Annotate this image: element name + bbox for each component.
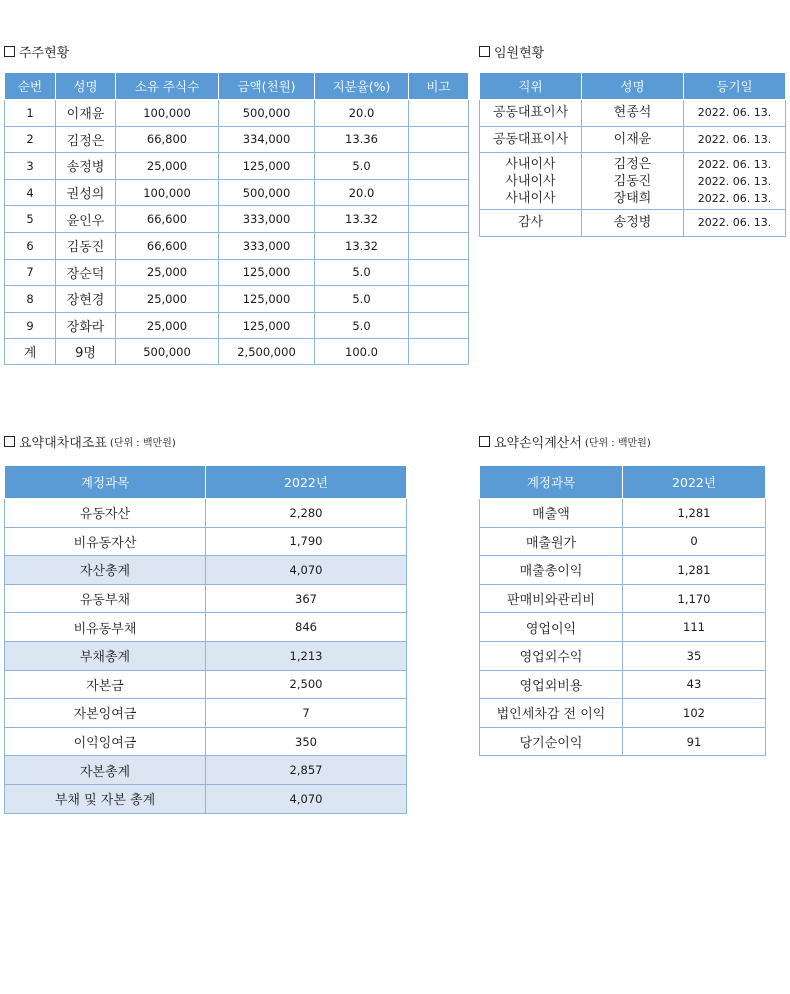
table-cell: 7 bbox=[5, 259, 56, 286]
total-cell: 계 bbox=[5, 339, 56, 365]
table-cell: 100,000 bbox=[116, 100, 219, 127]
table-cell: 김정은 bbox=[56, 126, 116, 153]
table-cell: 66,600 bbox=[116, 206, 219, 233]
column-header: 지분율(%) bbox=[315, 73, 409, 100]
table-cell: 125,000 bbox=[219, 153, 315, 180]
column-header: 계정과목 bbox=[480, 466, 623, 499]
table-cell bbox=[582, 210, 684, 237]
table-cell bbox=[684, 153, 786, 210]
table-row bbox=[5, 727, 407, 756]
table-row bbox=[5, 100, 469, 127]
table-cell: 8 bbox=[5, 286, 56, 313]
table-cell: 25,000 bbox=[116, 312, 219, 339]
table-cell: 13.32 bbox=[315, 206, 409, 233]
table-cell bbox=[480, 210, 582, 237]
table-cell: 이재윤 bbox=[56, 100, 116, 127]
table-row bbox=[480, 527, 766, 556]
position-text: 공동대표이사 bbox=[492, 131, 569, 147]
date-text: 2022. 06. 13. bbox=[697, 106, 772, 120]
total-cell: 2,500,000 bbox=[219, 339, 315, 365]
total-cell bbox=[409, 339, 469, 365]
table-cell bbox=[409, 153, 469, 180]
column-header: 순번 bbox=[5, 73, 56, 100]
table-row bbox=[480, 670, 766, 699]
checkbox-icon bbox=[479, 436, 490, 447]
table-cell: 권성의 bbox=[56, 179, 116, 206]
table-row bbox=[480, 584, 766, 613]
executives-table bbox=[479, 72, 786, 237]
table-cell: 5.0 bbox=[315, 153, 409, 180]
account-item: 매출총이익 bbox=[480, 556, 623, 585]
column-header: 직위 bbox=[480, 73, 582, 100]
account-value: 111 bbox=[623, 613, 766, 642]
table-row bbox=[5, 153, 469, 180]
table-cell bbox=[409, 232, 469, 259]
table-cell: 20.0 bbox=[315, 100, 409, 127]
table-row bbox=[480, 613, 766, 642]
checkbox-icon bbox=[479, 46, 490, 57]
column-header: 계정과목 bbox=[5, 466, 206, 499]
column-header: 성명 bbox=[56, 73, 116, 100]
table-cell bbox=[409, 259, 469, 286]
table-cell bbox=[409, 179, 469, 206]
account-item: 영업외수익 bbox=[480, 641, 623, 670]
account-value: 1,170 bbox=[623, 584, 766, 613]
table-cell: 125,000 bbox=[219, 286, 315, 313]
account-value: 1,281 bbox=[623, 499, 766, 528]
account-value: 0 bbox=[623, 527, 766, 556]
name-text: 송정병 bbox=[613, 215, 652, 231]
account-item: 자본총계 bbox=[5, 756, 206, 785]
table-cell: 9 bbox=[5, 312, 56, 339]
table-cell: 장현경 bbox=[56, 286, 116, 313]
account-value: 2,280 bbox=[206, 499, 407, 528]
table-cell bbox=[582, 126, 684, 153]
balance-sheet-title: 요약대차대조표 (단위 : 백만원) bbox=[4, 432, 176, 451]
table-row bbox=[5, 499, 407, 528]
table-row bbox=[5, 556, 407, 585]
account-value: 7 bbox=[206, 699, 407, 728]
table-row bbox=[5, 756, 407, 785]
table-cell: 6 bbox=[5, 232, 56, 259]
table-cell bbox=[582, 100, 684, 127]
table-row bbox=[480, 641, 766, 670]
total-row bbox=[5, 339, 469, 365]
table-cell: 장화라 bbox=[56, 312, 116, 339]
account-value: 4,070 bbox=[206, 784, 407, 813]
account-item: 판매비와관리비 bbox=[480, 584, 623, 613]
table-cell: 5.0 bbox=[315, 259, 409, 286]
table-cell bbox=[480, 126, 582, 153]
table-cell bbox=[684, 100, 786, 127]
name-text: 현종석 bbox=[613, 105, 652, 121]
table-cell bbox=[409, 312, 469, 339]
table-row bbox=[480, 499, 766, 528]
table-cell bbox=[582, 153, 684, 210]
account-item: 유동자산 bbox=[5, 499, 206, 528]
checkbox-icon bbox=[4, 46, 15, 57]
table-cell bbox=[684, 126, 786, 153]
account-value: 846 bbox=[206, 613, 407, 642]
column-header: 2022년 bbox=[206, 466, 407, 499]
shareholders-title: 주주현황 bbox=[4, 42, 69, 61]
table-row bbox=[480, 126, 786, 153]
table-row bbox=[5, 613, 407, 642]
table-cell: 66,800 bbox=[116, 126, 219, 153]
total-cell: 100.0 bbox=[315, 339, 409, 365]
position-text: 사내이사 bbox=[505, 156, 556, 172]
account-item: 비유동자산 bbox=[5, 527, 206, 556]
account-value: 2,857 bbox=[206, 756, 407, 785]
account-value: 4,070 bbox=[206, 556, 407, 585]
date-text: 2022. 06. 13. bbox=[697, 157, 772, 171]
table-cell: 13.36 bbox=[315, 126, 409, 153]
table-row bbox=[5, 527, 407, 556]
table-row bbox=[480, 210, 786, 237]
table-row bbox=[5, 670, 407, 699]
table-cell bbox=[409, 206, 469, 233]
account-value: 91 bbox=[623, 727, 766, 756]
table-cell: 5 bbox=[5, 206, 56, 233]
position-text: 공동대표이사 bbox=[492, 105, 569, 121]
account-value: 1,281 bbox=[623, 556, 766, 585]
account-item: 당기순이익 bbox=[480, 727, 623, 756]
table-cell: 김동진 bbox=[56, 232, 116, 259]
date-text: 2022. 06. 13. bbox=[697, 216, 772, 230]
balance-sheet-table bbox=[4, 465, 407, 814]
account-value: 367 bbox=[206, 584, 407, 613]
table-cell bbox=[409, 100, 469, 127]
table-cell bbox=[409, 126, 469, 153]
table-row bbox=[5, 584, 407, 613]
account-item: 자산총계 bbox=[5, 556, 206, 585]
table-cell: 25,000 bbox=[116, 259, 219, 286]
column-header: 소유 주식수 bbox=[116, 73, 219, 100]
account-item: 부채총계 bbox=[5, 641, 206, 670]
table-cell: 4 bbox=[5, 179, 56, 206]
table-cell: 3 bbox=[5, 153, 56, 180]
table-row bbox=[5, 259, 469, 286]
account-item: 이익잉여금 bbox=[5, 727, 206, 756]
income-statement-title: 요약손익계산서 (단위 : 백만원) bbox=[479, 432, 651, 451]
account-item: 자본금 bbox=[5, 670, 206, 699]
name-text: 이재윤 bbox=[613, 131, 652, 147]
table-cell: 125,000 bbox=[219, 259, 315, 286]
account-item: 영업외비용 bbox=[480, 670, 623, 699]
account-item: 유동부채 bbox=[5, 584, 206, 613]
executives-title: 임원현황 bbox=[479, 42, 544, 61]
total-cell: 9명 bbox=[56, 339, 116, 365]
position-text: 사내이사 bbox=[505, 190, 556, 206]
table-cell: 333,000 bbox=[219, 206, 315, 233]
table-cell: 윤인우 bbox=[56, 206, 116, 233]
account-item: 영업이익 bbox=[480, 613, 623, 642]
account-item: 비유동부채 bbox=[5, 613, 206, 642]
table-cell: 500,000 bbox=[219, 100, 315, 127]
table-row bbox=[480, 727, 766, 756]
table-row bbox=[480, 556, 766, 585]
table-cell: 25,000 bbox=[116, 286, 219, 313]
shareholders-table bbox=[4, 72, 469, 365]
account-value: 1,790 bbox=[206, 527, 407, 556]
table-cell: 2 bbox=[5, 126, 56, 153]
table-row bbox=[5, 179, 469, 206]
table-cell: 5.0 bbox=[315, 312, 409, 339]
table-row bbox=[5, 312, 469, 339]
table-cell: 333,000 bbox=[219, 232, 315, 259]
table-row bbox=[5, 286, 469, 313]
table-row bbox=[5, 784, 407, 813]
column-header: 성명 bbox=[582, 73, 684, 100]
table-row bbox=[5, 641, 407, 670]
account-item: 자본잉여금 bbox=[5, 699, 206, 728]
account-value: 2,500 bbox=[206, 670, 407, 699]
table-cell: 334,000 bbox=[219, 126, 315, 153]
table-cell: 100,000 bbox=[116, 179, 219, 206]
table-cell: 5.0 bbox=[315, 286, 409, 313]
account-value: 350 bbox=[206, 727, 407, 756]
table-cell bbox=[684, 210, 786, 237]
table-cell: 13.32 bbox=[315, 232, 409, 259]
table-cell bbox=[480, 153, 582, 210]
name-text: 김동진 bbox=[613, 173, 652, 189]
table-cell bbox=[409, 286, 469, 313]
name-text: 김정은 bbox=[613, 156, 652, 172]
column-header: 2022년 bbox=[623, 466, 766, 499]
table-row bbox=[5, 206, 469, 233]
column-header: 등기일 bbox=[684, 73, 786, 100]
table-cell: 125,000 bbox=[219, 312, 315, 339]
name-text: 장태희 bbox=[613, 190, 652, 206]
table-cell: 500,000 bbox=[219, 179, 315, 206]
position-text: 감사 bbox=[517, 215, 544, 231]
column-header: 비고 bbox=[409, 73, 469, 100]
account-item: 매출액 bbox=[480, 499, 623, 528]
table-row bbox=[5, 126, 469, 153]
total-cell: 500,000 bbox=[116, 339, 219, 365]
table-row bbox=[480, 153, 786, 210]
table-cell: 1 bbox=[5, 100, 56, 127]
table-cell: 66,600 bbox=[116, 232, 219, 259]
account-item: 부채 및 자본 총계 bbox=[5, 784, 206, 813]
account-value: 43 bbox=[623, 670, 766, 699]
date-text: 2022. 06. 13. bbox=[697, 174, 772, 188]
table-row bbox=[480, 699, 766, 728]
date-text: 2022. 06. 13. bbox=[697, 132, 772, 146]
table-cell: 장순덕 bbox=[56, 259, 116, 286]
table-cell bbox=[480, 100, 582, 127]
position-text: 사내이사 bbox=[505, 173, 556, 189]
table-row bbox=[5, 699, 407, 728]
table-row bbox=[480, 100, 786, 127]
account-value: 102 bbox=[623, 699, 766, 728]
account-item: 법인세차감 전 이익 bbox=[480, 699, 623, 728]
checkbox-icon bbox=[4, 436, 15, 447]
table-row bbox=[5, 232, 469, 259]
table-cell: 20.0 bbox=[315, 179, 409, 206]
account-item: 매출원가 bbox=[480, 527, 623, 556]
table-cell: 송정병 bbox=[56, 153, 116, 180]
column-header: 금액(천원) bbox=[219, 73, 315, 100]
account-value: 35 bbox=[623, 641, 766, 670]
account-value: 1,213 bbox=[206, 641, 407, 670]
income-statement-table bbox=[479, 465, 766, 756]
date-text: 2022. 06. 13. bbox=[697, 191, 772, 205]
table-cell: 25,000 bbox=[116, 153, 219, 180]
